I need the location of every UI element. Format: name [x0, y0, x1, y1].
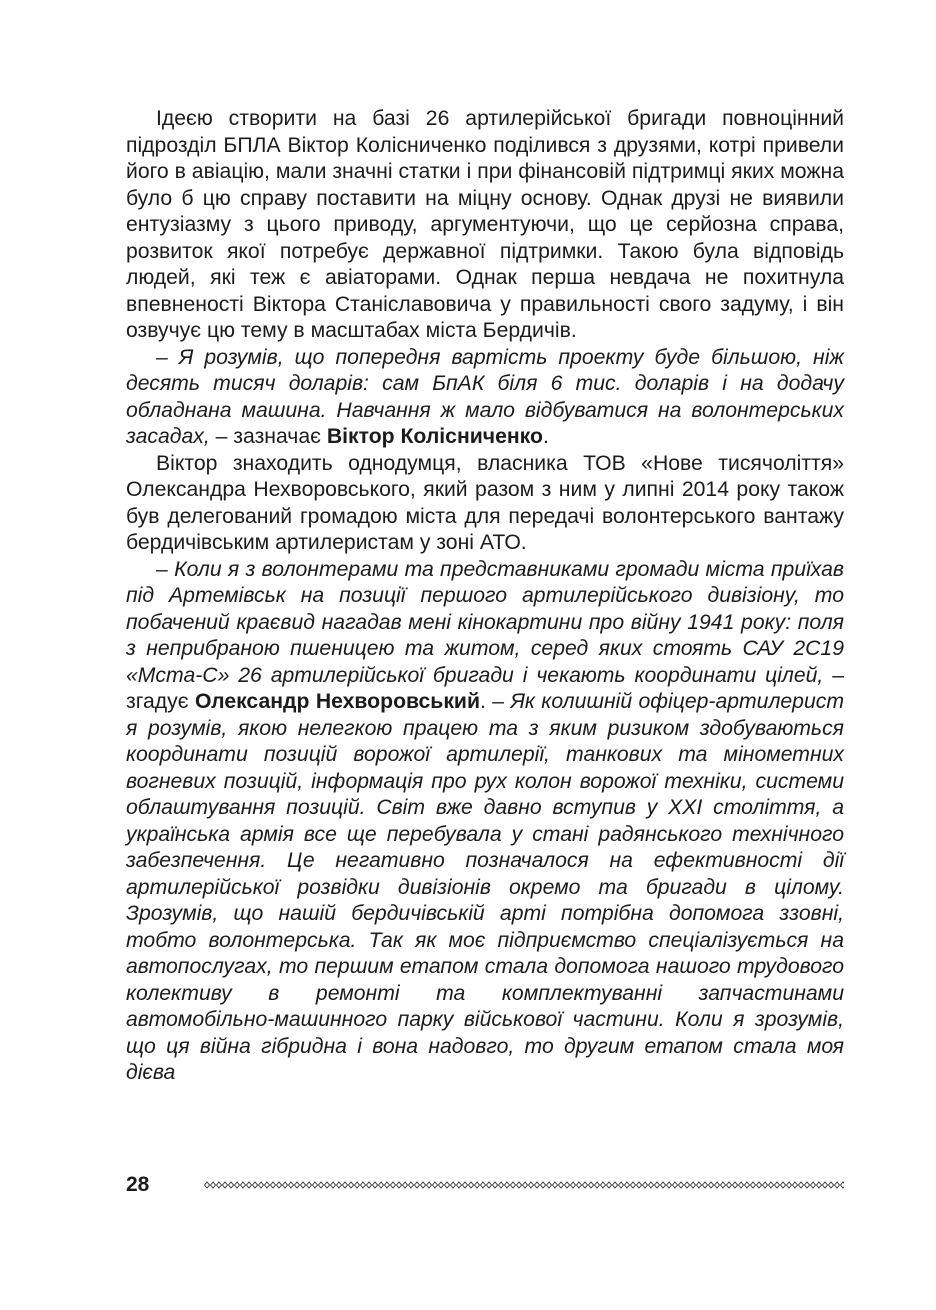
page-footer	[126, 1173, 844, 1203]
paragraph-text: .	[479, 690, 493, 713]
decorative-chain-ornament	[204, 1181, 844, 1189]
person-name: Віктор Колісниченко	[326, 425, 543, 448]
person-name: Олександр Нехворовський	[194, 690, 480, 713]
paragraph-text: – згадує	[126, 663, 845, 713]
quote-text: – Як колишній офіцер-артилерист я розумів, якою нелегкою працею та з яким ризиком здобуваються координати позицій ворожої артилерії, танкових та мінометних вогневих позицій, інформація про рух колон ворожої техніки, системи облаштування позицій. Світ вже давно вступив у XXI століття, а українська армія все ще перебувала у стані радянського технічного забезпечення. Це негативно позначалося на ефективності дії артилерійської розвідки дивізіонів окремо та бригади в цілому. Зрозумів, що нашій бердичівській арті потрібна допомога ззовні, тобто волонтерська. Так як моє підприємство спеціалізується на автопослугах, то першим етапом стала допомога нашого трудового колективу в ремонті та комплектуванні запчастинами автомобільно-машинного парку військової частини. Коли я зрозумів, що ця війна гібридна і вона надовго, то другим етапом стала моя дієва	[126, 690, 844, 1084]
paragraph	[126, 106, 844, 345]
paragraph-text: .	[542, 425, 549, 448]
paragraph	[126, 557, 844, 1087]
body-text	[126, 106, 844, 1087]
quote-text: – Я розумів, що попередня вартість проекту буде більшою, ніж десять тисяч доларів: сам БпАК біля 6 тис. доларів і на додачу обладнана машина. Навчання ж мало відбуватися на волонтерських засадах,	[126, 345, 844, 448]
paragraph	[126, 451, 844, 557]
paragraph-text: Ідеєю створити на базі 26 артилерійської бригади повноцінний підрозділ БПЛА Віктор Колісниченко поділився з друзями, котрі привели його в авіацію, мали значні статки і при фінансовій підтримці яких можна було б цю справу поставити на міцну основу. Однак друзі не виявили ентузіазму з цього приводу, аргументуючи, що це серйозна справа, розвиток якої потребує державної підтримки. Такою була відповідь людей, які теж є авіаторами. Однак перша невдача не похитнула впевненості Віктора Станіславовича у правильності свого задуму, і він озвучує цю тему в масштабах міста Бердичів.	[126, 107, 844, 342]
page-number: 28	[126, 1173, 150, 1196]
paragraph	[126, 345, 844, 451]
paragraph-text: Віктор знаходить однодумця, власника ТОВ «Нове тисячоліття» Олександра Нехворовського, який разом з ним у липні 2014 року також був делегований громадою міста для передачі волонтерського вантажу бердичівським артилеристам у зоні АТО.	[126, 451, 844, 554]
quote-text: – Коли я з волонтерами та представниками громади міста приїхав під Артемівськ на позиції першого артилерійського дивізіону, то побачений краєвид нагадав мені кінокартини про війну 1941 року: поля з неприбраною пшеницею та житом, серед яких стоять САУ 2С19 «Мста-С» 26 артилерійської бригади і чекають координати цілей,	[126, 557, 844, 687]
paragraph-text: – зазначає	[209, 425, 327, 448]
